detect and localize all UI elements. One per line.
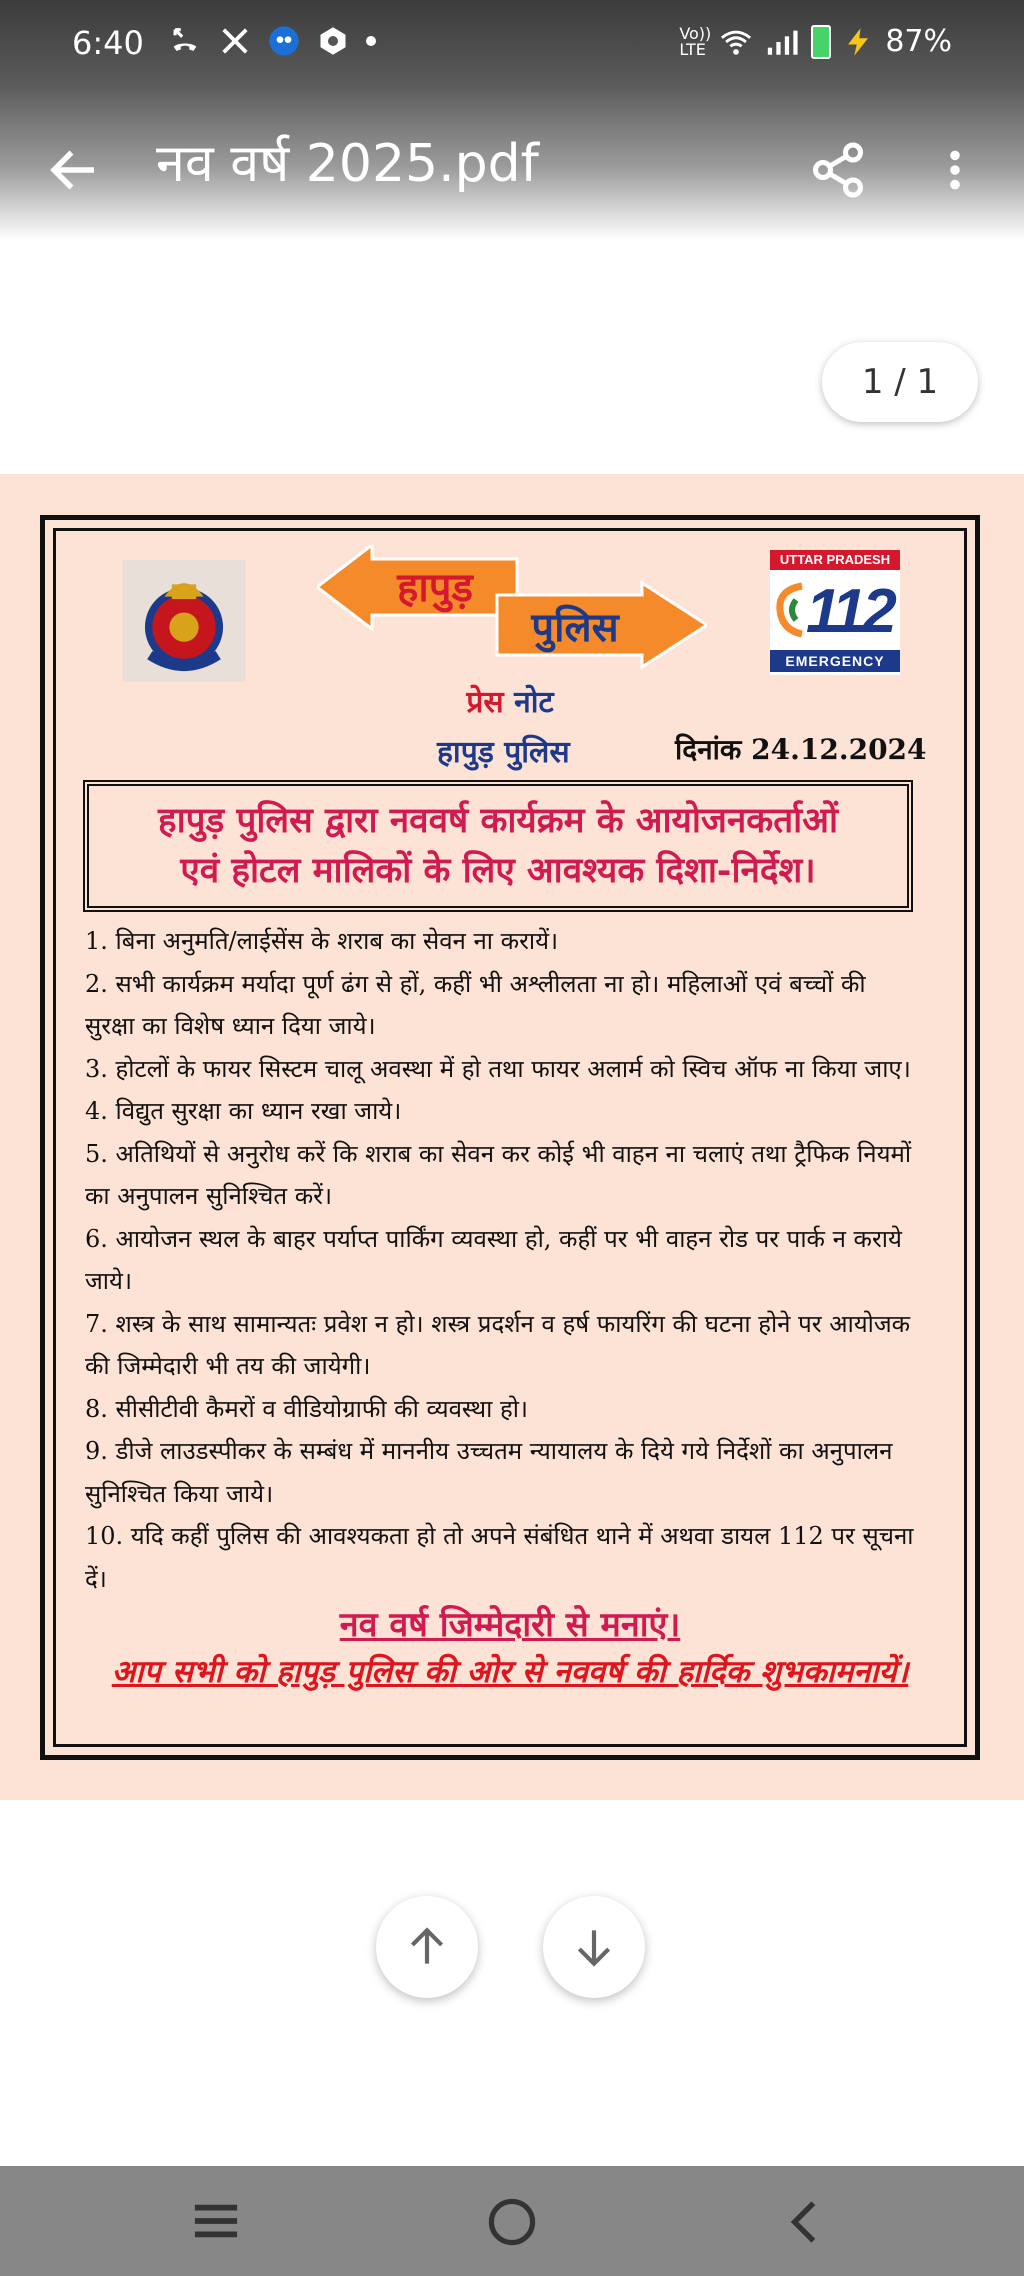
logo-112-bottom: EMERGENCY (770, 650, 900, 672)
arrow-down-icon (569, 1922, 619, 1972)
press-note-red: प्रेस (466, 685, 504, 720)
hapur-police-banner (317, 545, 707, 681)
x-app-icon (220, 26, 250, 56)
banner-police-text: पुलिस (531, 604, 619, 651)
press-note-document (40, 515, 980, 1760)
guidelines-list (85, 920, 915, 1600)
wifi-icon (719, 27, 753, 57)
guideline-item: 6. आयोजन स्थल के बाहर पर्याप्त पार्किंग व्यवस्था हो, कहीं पर भी वाहन रोड पर पार्क न कराये जाये। (85, 1224, 902, 1295)
arrow-up-icon (402, 1922, 452, 1972)
signal-icon (765, 27, 799, 57)
guideline-item: 4. विद्युत सुरक्षा का ध्यान रखा जाये। (85, 1097, 402, 1125)
charging-icon (843, 27, 873, 57)
greeting-text: आप सभी को हापुड़ पुलिस की ओर से नववर्ष की हार्दिक शुभकामनायें। (111, 1654, 909, 1690)
document-heading (83, 780, 913, 912)
previous-page-button[interactable] (376, 1896, 478, 1998)
status-time: 6:40 (72, 24, 144, 62)
back-chevron-icon[interactable] (780, 2196, 830, 2248)
system-navigation-bar (0, 2166, 1024, 2276)
notification-icons (168, 24, 376, 58)
greeting (45, 1650, 975, 1692)
logo-112-top: UTTAR PRADESH (770, 550, 900, 570)
messenger-app-icon (268, 25, 300, 57)
up-police-emblem-icon (123, 560, 245, 682)
guideline-item: 3. होटलों के फायर सिस्टम चालू अवस्था में हो तथा फायर अलार्म को स्विच ऑफ ना किया जाए। (85, 1054, 911, 1083)
battery-icon (811, 25, 831, 59)
share-icon[interactable] (808, 140, 868, 200)
slogan-text: नव वर्ष जिम्मेदारी से मनाएं। (339, 1605, 681, 1645)
guideline-item: 7. शस्त्र के साथ सामान्यतः प्रवेश न हो। शस्त्र प्रदर्शन व हर्ष फायरिंग की घटना होने पर आयोजक की जिम्मेदारी भी तय की जायेगी। (85, 1309, 911, 1380)
heading-line-1: हापुड़ पुलिस द्वारा नववर्ष कार्यक्रम के आयोजनकर्ताओं (158, 800, 838, 841)
guideline-item: 10. यदि कहीं पुलिस की आवश्यकता हो तो अपने संबंधित थाने में अथवा डायल 112 पर सूचना दें। (85, 1522, 914, 1593)
guideline-item: 8. सीसीटीवी कैमरों व वीडियोग्राफी की व्यवस्था हो। (85, 1394, 529, 1423)
document-date: दिनांक 24.12.2024 (675, 733, 927, 766)
heading-line-2: एवं होटल मालिकों के लिए आवश्यक दिशा-निर्देश। (180, 850, 816, 891)
guideline-item: 9. डीजे लाउडस्पीकर के सम्बंध में माननीय उच्चतम न्यायालय के दिये गये निर्देशों का अनुपालन सुनिश्चित किया जाये। (85, 1437, 893, 1508)
home-icon[interactable] (486, 2196, 538, 2248)
guideline-item: 1. बिना अनुमति/लाईसेंस के शराब का सेवन ना करायें। (85, 927, 559, 955)
top-app-bar (0, 0, 1024, 240)
network-type: Vo)) LTE (679, 23, 712, 59)
press-note-blue: नोट (514, 685, 554, 720)
guideline-item: 2. सभी कार्यक्रम मर्यादा पूर्ण ढंग से हों, कहीं भी अश्लीलता ना हो। महिलाओं एवं बच्चों की सुरक्षा का विशेष ध्यान दिया जाये। (85, 969, 866, 1040)
status-bar (0, 0, 1024, 90)
press-note-label (45, 680, 975, 721)
missed-call-icon (168, 24, 202, 58)
system-status-icons (679, 24, 952, 59)
slogan (45, 1600, 975, 1646)
next-page-button[interactable] (543, 1896, 645, 1998)
logo-112-number: 112 (806, 577, 893, 646)
issuer: हापुड़ पुलिस (437, 735, 570, 770)
shield-app-icon (318, 26, 348, 56)
more-vertical-icon[interactable] (930, 140, 980, 200)
page-indicator: 1 / 1 (822, 342, 978, 422)
recents-icon[interactable] (188, 2198, 244, 2244)
document-title: नव वर्ष 2025.pdf (156, 134, 539, 194)
up-112-emergency-logo (770, 550, 900, 675)
arrow-left-icon[interactable] (44, 140, 104, 200)
guideline-item: 5. अतिथियों से अनुरोध करें कि शराब का सेवन कर कोई भी वाहन ना चलाएं तथा ट्रैफिक नियमों का अनुपालन सुनिश्चित करें। (85, 1139, 912, 1210)
battery-level: 87% (885, 24, 952, 59)
banner-hapur-text: हापुड़ (397, 564, 473, 611)
phone-swirl-icon (774, 580, 808, 640)
more-notifications-dot (366, 36, 376, 46)
